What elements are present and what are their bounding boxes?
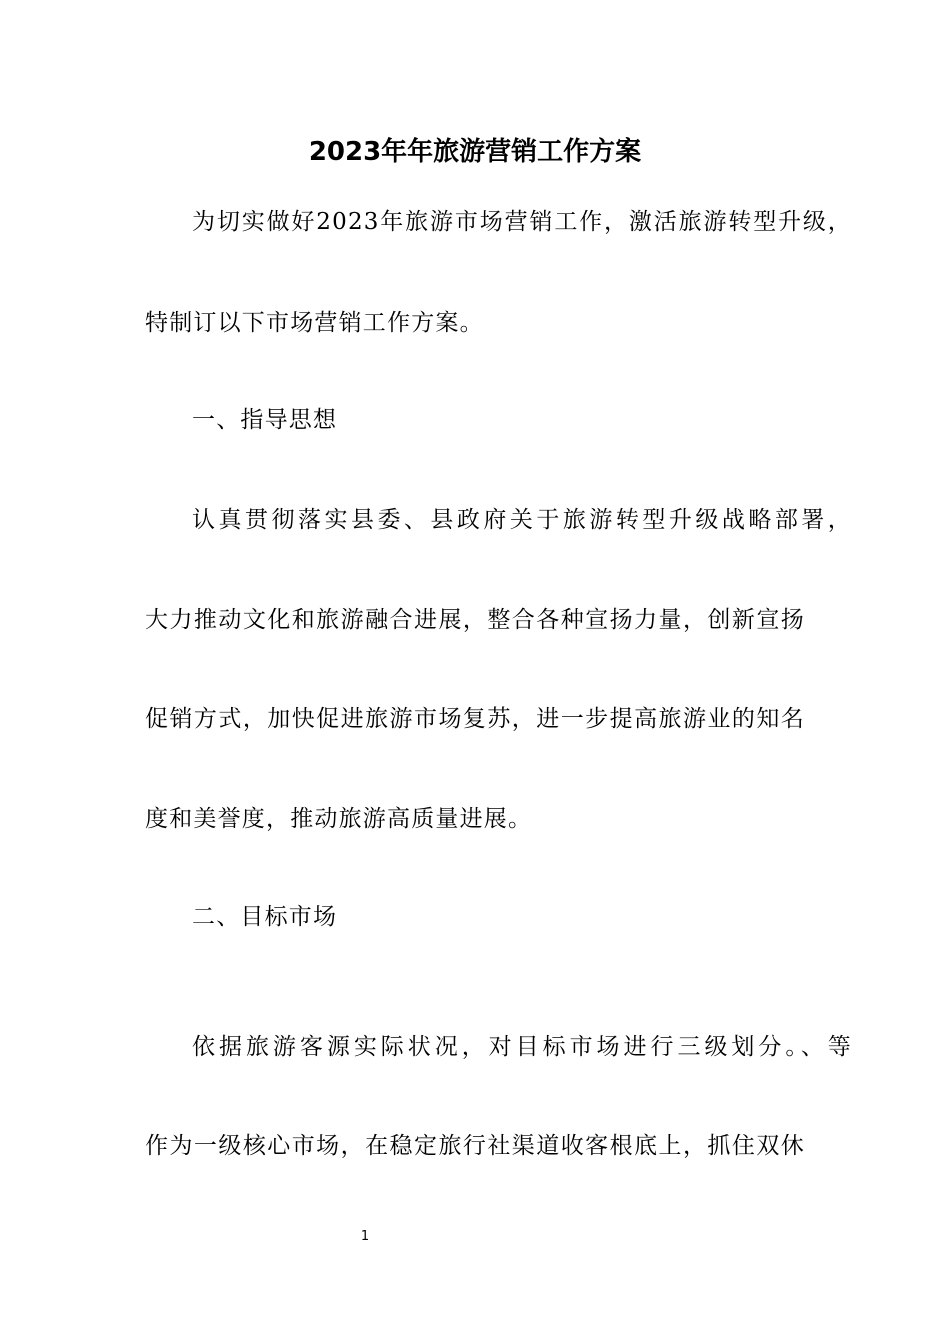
section-heading-guiding-ideology: 一、指导思想 (192, 407, 338, 433)
paragraph-intro-line-2: 特制订以下市场营销工作方案。 (145, 310, 484, 336)
paragraph-market-line-1: 依据旅游客源实际状况，对目标市场进行三级划分。、等 (192, 1034, 852, 1060)
paragraph-guiding-line-1: 认真贯彻落实县委、县政府关于旅游转型升级战略部署， (192, 507, 852, 533)
paragraph-guiding-line-4: 度和美誉度，推动旅游高质量进展。 (145, 806, 533, 832)
page-number: 1 (360, 1229, 370, 1244)
paragraph-market-line-2: 作为一级核心市场，在稳定旅行社渠道收客根底上，抓住双休 (145, 1133, 805, 1159)
section-heading-target-market: 二、目标市场 (192, 904, 338, 930)
page-title: 2023年年旅游营销工作方案 (308, 137, 642, 167)
paragraph-guiding-line-3: 促销方式，加快促进旅游市场复苏，进一步提高旅游业的知名 (145, 706, 805, 732)
paragraph-guiding-line-2: 大力推动文化和旅游融合进展，整合各种宣扬力量，创新宣扬 (145, 607, 805, 633)
paragraph-intro-line-1: 为切实做好2023年旅游市场营销工作，激活旅游转型升级， (192, 209, 852, 235)
